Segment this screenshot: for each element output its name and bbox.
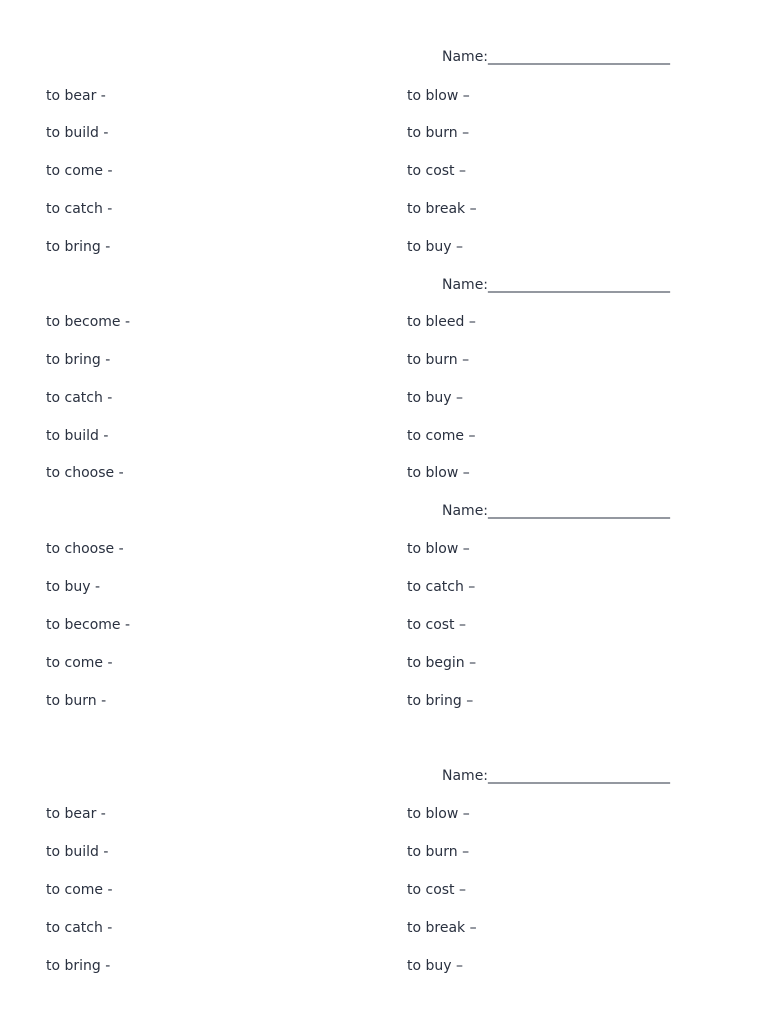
verb-prompt: to break – — [407, 920, 477, 936]
verb-prompt: to cost – — [407, 617, 467, 633]
verb-prompt: to buy – — [407, 390, 463, 406]
verb-prompt: to build - — [46, 125, 109, 141]
verb-prompt: to cost – — [407, 882, 467, 898]
verb-prompt: to bring - — [46, 958, 111, 974]
verb-prompt: to catch - — [46, 201, 113, 217]
verb-prompt: to buy - — [46, 579, 101, 595]
verb-prompt: to come - — [46, 655, 113, 671]
verb-prompt: to blow – — [407, 541, 470, 557]
verb-prompt: to catch - — [46, 390, 113, 406]
verb-prompt: to cost – — [407, 163, 467, 179]
verb-prompt: to choose - — [46, 541, 124, 557]
verb-prompt: to come – — [407, 428, 476, 444]
verb-prompt: to blow – — [407, 465, 470, 481]
verb-prompt: to come - — [46, 163, 113, 179]
verb-prompt: to build - — [46, 428, 109, 444]
verb-prompt: to choose - — [46, 465, 124, 481]
verb-prompt: to catch – — [407, 579, 476, 595]
verb-prompt: to burn – — [407, 125, 470, 141]
verb-prompt: to bring - — [46, 352, 111, 368]
verb-prompt: to bear - — [46, 806, 106, 822]
verb-prompt: to buy – — [407, 958, 463, 974]
verb-prompt: to catch - — [46, 920, 113, 936]
verb-prompt: to build - — [46, 844, 109, 860]
name-field-line[interactable]: Name:__________________________ — [442, 768, 671, 784]
verb-prompt: to burn - — [46, 693, 107, 709]
name-field-line[interactable]: Name:__________________________ — [442, 277, 671, 293]
verb-prompt: to begin – — [407, 655, 477, 671]
name-field-line[interactable]: Name:__________________________ — [442, 503, 671, 519]
verb-prompt: to become - — [46, 617, 131, 633]
name-field-line[interactable]: Name:__________________________ — [442, 49, 671, 65]
verb-prompt: to bring - — [46, 239, 111, 255]
verb-prompt: to become - — [46, 314, 131, 330]
verb-prompt: to blow – — [407, 88, 470, 104]
verb-prompt: to bleed – — [407, 314, 476, 330]
verb-prompt: to bear - — [46, 88, 106, 104]
verb-prompt: to burn – — [407, 844, 470, 860]
verb-prompt: to burn – — [407, 352, 470, 368]
verb-prompt: to break – — [407, 201, 477, 217]
verb-prompt: to come - — [46, 882, 113, 898]
verb-prompt: to buy – — [407, 239, 463, 255]
verb-prompt: to bring – — [407, 693, 474, 709]
verb-prompt: to blow – — [407, 806, 470, 822]
